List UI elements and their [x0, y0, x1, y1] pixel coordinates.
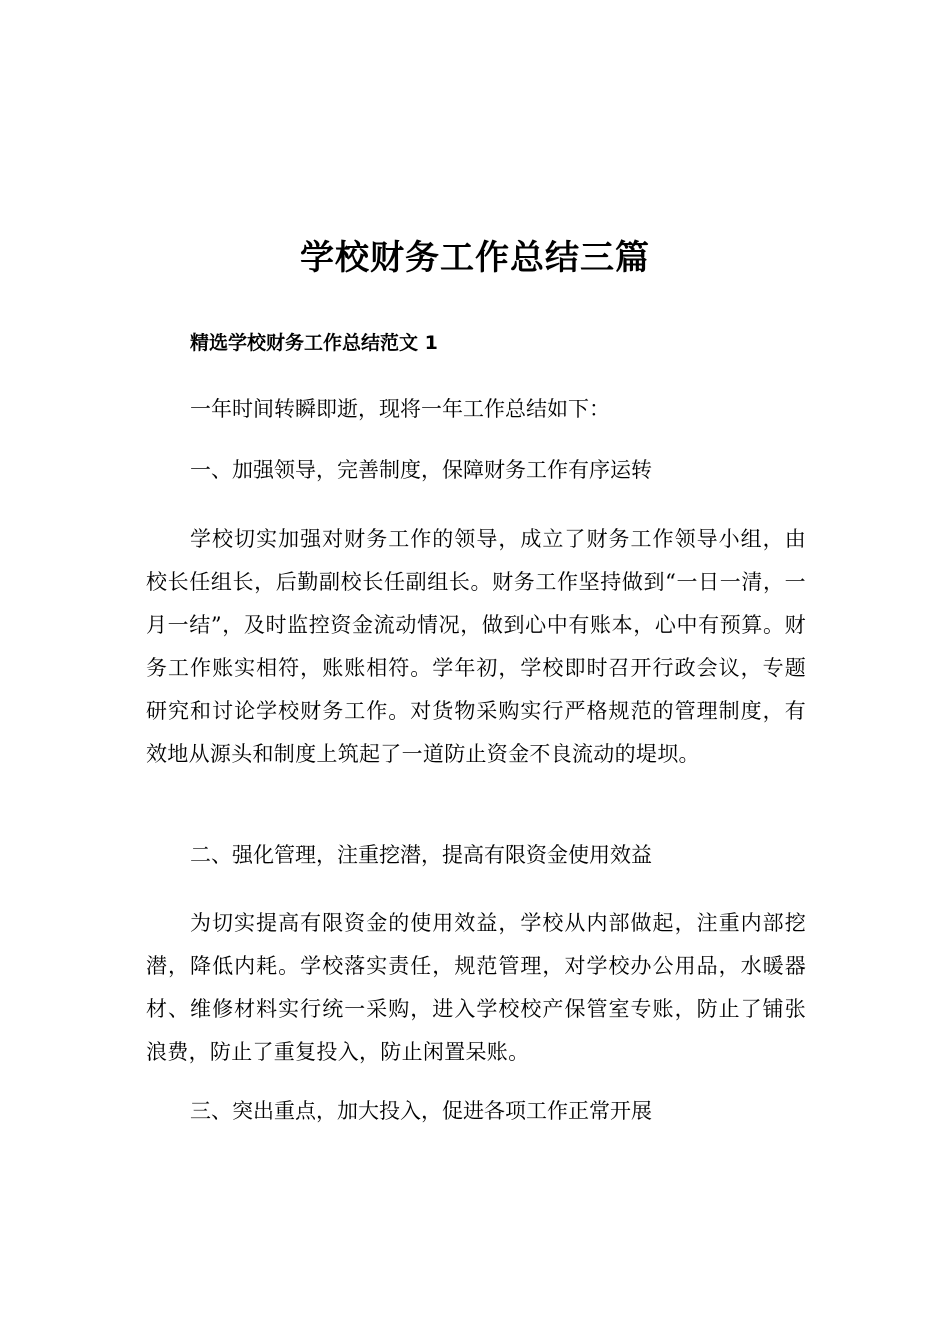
document-title: 学校财务工作总结三篇 — [300, 238, 650, 278]
section-body-1: 学校切实加强对财务工作的领导，成立了财务工作领导小组，由校长任组长，后勤副校长任副组长。财务工作坚持做到“一日一清，一月一结”，及时监控资金流动情况，做到心中有账本，心中有预算。财务工作账实相符，账账相符。学年初，学校即时召开行政会议，专题研究和讨论学校财务工作。对货物采购实行严格规范的管理制度，有效地从源头和制度上筑起了一道防止资金不良流动的堤坝。 — [146, 527, 806, 766]
document-subtitle: 精选学校财务工作总结范文 1 — [190, 332, 438, 354]
section-body-2: 为切实提高有限资金的使用效益，学校从内部做起，注重内部挖潜，降低内耗。学校落实责任，规范管理，对学校办公用品，水暖器材、维修材料实行统一采购，进入学校校产保管室专账，防止了铺张浪费，防止了重复投入，防止闲置呆账。 — [146, 911, 806, 1064]
section-heading-2: 二、强化管理，注重挖潜，提高有限资金使用效益 — [190, 843, 652, 867]
intro-paragraph: 一年时间转瞬即逝，现将一年工作总结如下： — [190, 397, 610, 421]
section-heading-3: 三、突出重点，加大投入，促进各项工作正常开展 — [190, 1099, 652, 1123]
section-heading-1: 一、加强领导，完善制度，保障财务工作有序运转 — [190, 458, 652, 482]
